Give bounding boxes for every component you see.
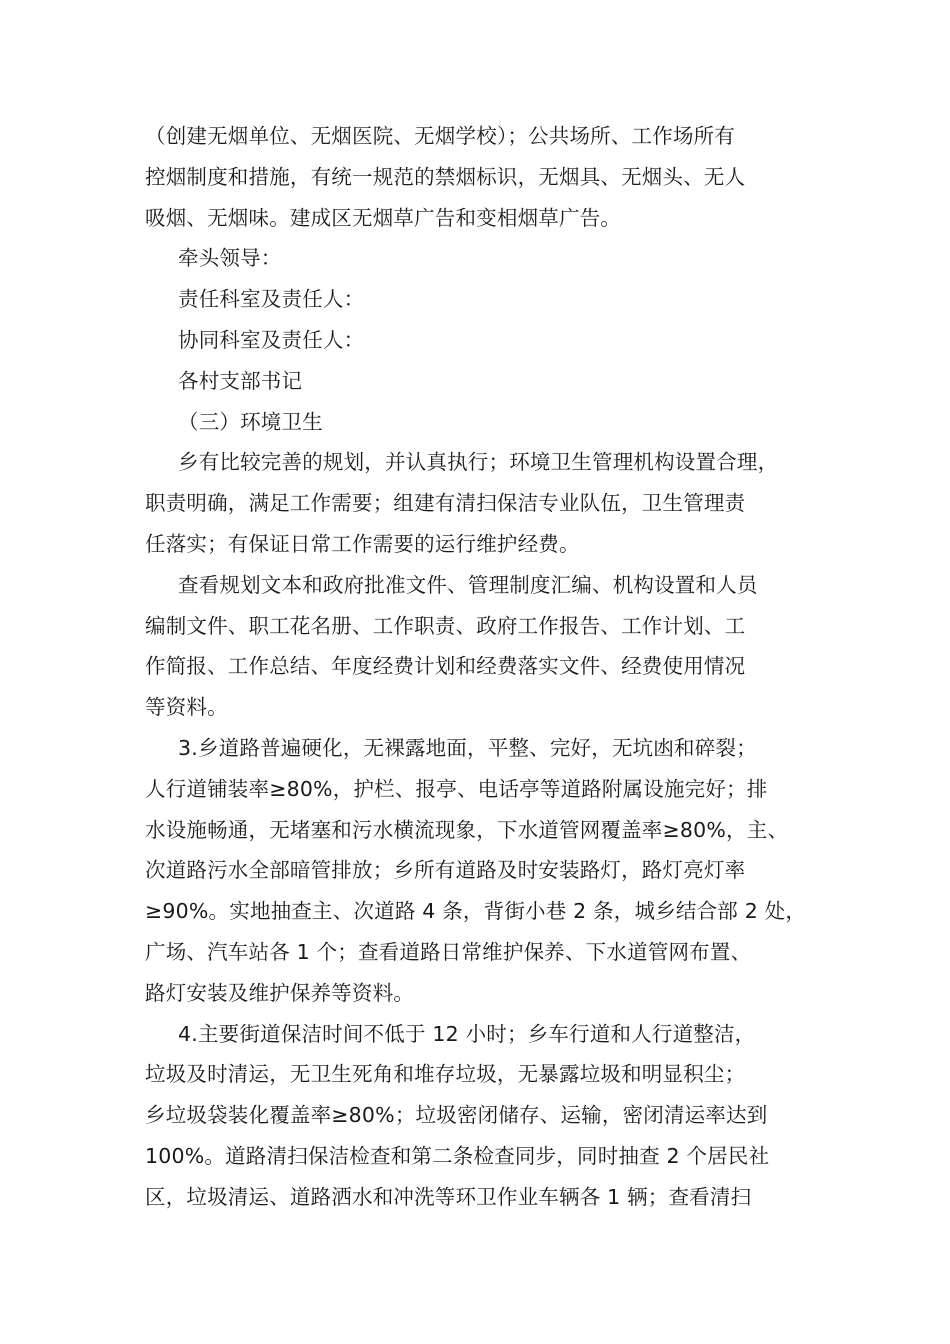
body-line: 编制文件、职工花名册、工作职责、政府工作报告、工作计划、工 <box>145 613 746 638</box>
body-line: 任落实；有保证日常工作需要的运行维护经费。 <box>145 531 580 556</box>
lead-leader-label: 牵头领导： <box>178 246 282 271</box>
item-4-line: 100%。道路清扫保洁检查和第二条检查同步，同时抽查 2 个居民社 <box>145 1143 770 1168</box>
body-line: 乡有比较完善的规划，并认真执行；环境卫生管理机构设置合理， <box>178 450 779 475</box>
responsible-dept-label: 责任科室及责任人： <box>178 287 365 312</box>
item-4-line: 4.主要街道保洁时间不低于 12 小时；乡车行道和人行道整洁， <box>178 1021 756 1046</box>
item-3-line: 水设施畅通，无堵塞和污水横流现象，下水道管网覆盖率≥80%，主、 <box>145 817 789 842</box>
item-4-line: 乡垃圾袋装化覆盖率≥80%；垃圾密闭储存、运输，密闭清运率达到 <box>145 1103 768 1128</box>
body-line: 控烟制度和措施，有统一规范的禁烟标识，无烟具、无烟头、无人 <box>145 164 746 189</box>
item-4-line: 区，垃圾清运、道路洒水和冲洗等环卫作业车辆各 1 辆；查看清扫 <box>145 1184 752 1209</box>
item-3-line: 3.乡道路普遍硬化，无裸露地面，平整、完好，无坑凼和碎裂； <box>178 735 757 760</box>
body-line: 吸烟、无烟味。建成区无烟草广告和变相烟草广告。 <box>145 205 622 230</box>
item-4-line: 垃圾及时清运，无卫生死角和堆存垃圾，无暴露垃圾和明显积尘； <box>145 1062 746 1087</box>
village-secretary-label: 各村支部书记 <box>178 368 303 393</box>
cooperating-dept-label: 协同科室及责任人： <box>178 327 365 352</box>
item-3-line: 人行道铺装率≥80%，护栏、报亭、电话亭等道路附属设施完好；排 <box>145 776 768 801</box>
body-line: 作简报、工作总结、年度经费计划和经费落实文件、经费使用情况 <box>145 654 746 679</box>
body-line: 职责明确，满足工作需要；组建有清扫保洁专业队伍，卫生管理责 <box>145 491 746 516</box>
body-line: （创建无烟单位、无烟医院、无烟学校）；公共场所、工作场所有 <box>145 124 736 148</box>
body-line: 等资料。 <box>145 695 228 720</box>
item-3-line: 次道路污水全部暗管排放；乡所有道路及时安装路灯，路灯亮灯率 <box>145 858 746 883</box>
item-3-line: 广场、汽车站各 1 个；查看道路日常维护保养、下水道管网布置、 <box>145 939 752 964</box>
document-body <box>145 116 825 1218</box>
section-heading: （三）环境卫生 <box>178 409 323 434</box>
body-line: 查看规划文本和政府批准文件、管理制度汇编、机构设置和人员 <box>178 572 758 597</box>
item-3-line: ≥90%。实地抽查主、次道路 4 条，背街小巷 2 条，城乡结合部 2 处， <box>145 899 807 924</box>
item-3-line: 路灯安装及维护保养等资料。 <box>145 980 415 1005</box>
